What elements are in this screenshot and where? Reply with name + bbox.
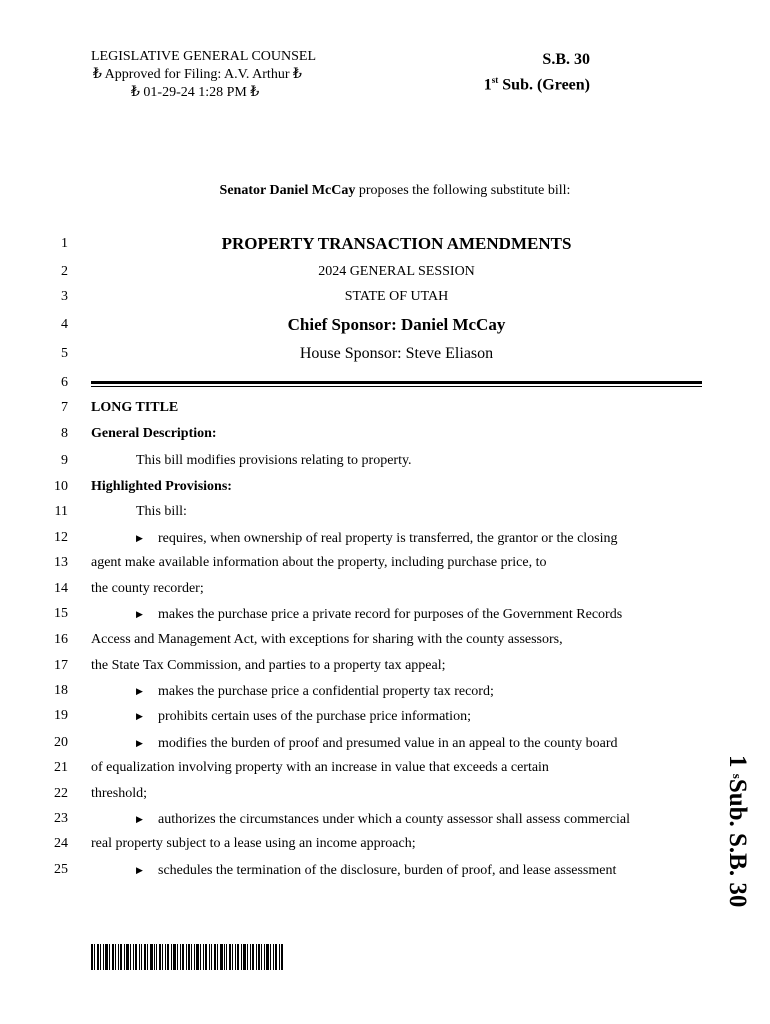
line-text: schedules the termination of the disclosure, burden of proof, and lease assessment — [158, 863, 617, 878]
approval-datetime: ₺ 01-29-24 1:28 PM ₺ — [131, 85, 260, 100]
line-text: This bill modifies provisions relating to property. — [136, 453, 412, 468]
bullet-item — [136, 681, 494, 702]
line-number: 18 — [54, 683, 68, 698]
bill-line — [0, 424, 770, 444]
line-number: 22 — [54, 786, 68, 801]
line-number: 12 — [54, 530, 68, 545]
line-text: real property subject to a lease using an income approach; — [91, 836, 416, 851]
sub-number: 1 — [483, 76, 492, 94]
line-number: 1 — [61, 236, 68, 251]
line-number: 4 — [61, 317, 68, 332]
bill-line — [0, 834, 770, 854]
bill-line — [0, 784, 770, 804]
bill-line — [0, 234, 770, 254]
bill-line — [0, 528, 770, 548]
bill-line — [0, 604, 770, 624]
line-number: 10 — [54, 479, 68, 494]
approval-stamp: ₺ Approved for Filing: A.V. Arthur ₺ — [93, 67, 302, 82]
bill-line — [0, 477, 770, 497]
bill-line — [0, 681, 770, 701]
line-text: Access and Management Act, with exceptions for sharing with the county assessors, — [91, 632, 563, 647]
double-rule-bottom — [91, 386, 702, 387]
bullet-item — [136, 528, 618, 549]
bill-line — [0, 579, 770, 599]
bullet-item — [136, 733, 618, 754]
line-number: 8 — [61, 426, 68, 441]
bill-line — [0, 502, 770, 522]
subsection-heading: General Description: — [91, 426, 217, 441]
bullet-icon: ▶ — [136, 533, 143, 543]
proposer-line — [0, 183, 770, 199]
substitute-label — [430, 70, 590, 95]
bullet-icon: ▶ — [136, 609, 143, 619]
bill-line — [0, 630, 770, 650]
bill-line — [0, 809, 770, 829]
line-number: 11 — [54, 504, 68, 519]
line-number: 15 — [54, 606, 68, 621]
line-number: 16 — [54, 632, 68, 647]
bill-line — [0, 451, 770, 471]
line-text: threshold; — [91, 786, 147, 801]
proposer-name: Senator Daniel McCay — [219, 183, 356, 198]
side-text: Sub. S.B. 30 — [724, 778, 751, 908]
line-text: modifies the burden of proof and presumed value in an appeal to the county board — [158, 736, 618, 751]
house-sponsor: House Sponsor: Steve Eliason — [299, 345, 494, 362]
side-number: 1 — [724, 755, 751, 768]
bill-line — [0, 262, 770, 282]
bill-line — [0, 758, 770, 778]
line-number: 14 — [54, 581, 68, 596]
bill-line — [0, 553, 770, 573]
line-number: 9 — [61, 453, 68, 468]
line-text: makes the purchase price a confidential property tax record; — [158, 684, 494, 699]
line-number: 6 — [61, 375, 68, 390]
line-text: requires, when ownership of real property is transferred, the grantor or the closing — [158, 531, 618, 546]
side-small-s: s — [730, 773, 745, 779]
office-name: LEGISLATIVE GENERAL COUNSEL — [91, 49, 317, 64]
bill-number: S.B. 30 — [542, 51, 590, 68]
line-number: 5 — [61, 346, 68, 361]
side-bill-label — [722, 755, 752, 907]
bullet-icon: ▶ — [136, 738, 143, 748]
line-number: 2 — [61, 264, 68, 279]
bill-line — [0, 398, 770, 418]
line-text: This bill: — [136, 504, 187, 519]
bill-line — [0, 656, 770, 676]
line-number: 20 — [54, 735, 68, 750]
bill-title: PROPERTY TRANSACTION AMENDMENTS — [221, 234, 572, 253]
bill-line — [0, 733, 770, 753]
state-label: STATE OF UTAH — [344, 289, 449, 304]
session-label: 2024 GENERAL SESSION — [318, 264, 475, 279]
proposer-text: proposes the following substitute bill: — [358, 183, 571, 198]
bill-id-block — [430, 50, 590, 95]
line-number: 13 — [54, 555, 68, 570]
line-number: 17 — [54, 658, 68, 673]
line-number: 3 — [61, 289, 68, 304]
line-number: 25 — [54, 862, 68, 877]
line-text: makes the purchase price a private record for purposes of the Government Records — [158, 607, 623, 622]
line-text: the State Tax Commission, and parties to a property tax appeal; — [91, 658, 446, 673]
line-text: agent make available information about the property, including purchase price, to — [91, 555, 547, 570]
double-rule-top — [91, 381, 702, 384]
bullet-item — [136, 604, 622, 625]
line-text: of equalization involving property with an increase in value that exceeds a certain — [91, 760, 549, 775]
bill-line — [0, 344, 770, 364]
bullet-item — [136, 809, 630, 830]
line-number: 7 — [61, 400, 68, 415]
line-text: authorizes the circumstances under which a county assessor shall assess commercial — [158, 812, 630, 827]
line-number: 21 — [54, 760, 68, 775]
subsection-heading: Highlighted Provisions: — [91, 479, 232, 494]
line-number: 19 — [54, 708, 68, 723]
bill-line — [0, 287, 770, 307]
line-text: the county recorder; — [91, 581, 204, 596]
sub-ordinal: st — [491, 75, 499, 85]
bullet-item — [136, 706, 471, 727]
bullet-item — [136, 860, 616, 881]
line-text: prohibits certain uses of the purchase price information; — [158, 709, 471, 724]
chief-sponsor: Chief Sponsor: Daniel McCay — [287, 315, 506, 334]
section-heading: LONG TITLE — [91, 400, 179, 415]
bullet-icon: ▶ — [136, 686, 143, 696]
bullet-icon: ▶ — [136, 865, 143, 875]
bullet-icon: ▶ — [136, 814, 143, 824]
barcode — [91, 944, 283, 970]
sub-text: Sub. (Green) — [502, 76, 590, 94]
bill-line — [0, 706, 770, 726]
line-number: 23 — [54, 811, 68, 826]
bill-line — [0, 315, 770, 335]
line-number: 24 — [54, 836, 68, 851]
bill-line — [0, 860, 770, 880]
filing-header — [91, 48, 316, 102]
bullet-icon: ▶ — [136, 711, 143, 721]
